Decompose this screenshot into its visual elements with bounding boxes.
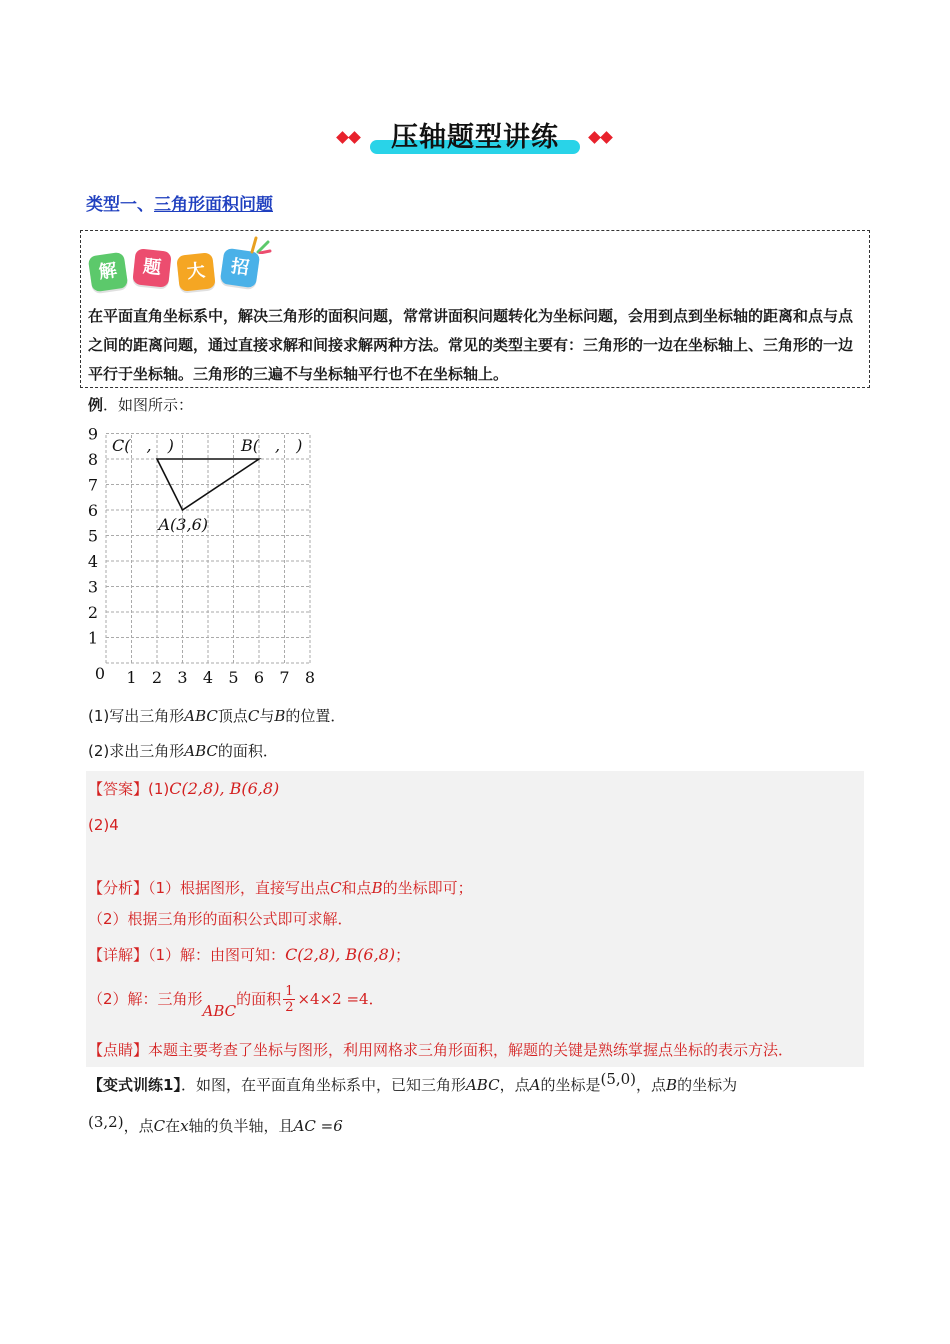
sparkle-icon — [248, 234, 272, 254]
y-tick-label: 7 — [87, 475, 98, 495]
page-title: 压轴题型讲练 — [391, 122, 559, 153]
badge-da: 大 — [176, 252, 216, 292]
section-prefix: 类型一、 — [86, 195, 154, 215]
coordinate-figure — [86, 422, 326, 690]
section-title-link[interactable]: 三角形面积问题 — [154, 195, 273, 215]
x-tick-label: 7 — [279, 668, 290, 687]
x-tick-label: 8 — [304, 668, 316, 687]
comment-line: 【点睛】本题主要考查了坐标与图形，利用网格求三角形面积，解题的关键是熟练掌握点坐标的表示方法． — [88, 1041, 794, 1059]
variant-line-2: (3,2)，点C在x轴的负半轴，且AC =6 — [88, 1113, 343, 1135]
y-tick-label: 5 — [87, 526, 98, 546]
answer-line-2: (2)4 — [88, 816, 119, 834]
badge-zhao: 招 — [220, 248, 261, 289]
analysis-line-1: 【分析】（1）根据图形，直接写出点C和点B的坐标即可； — [88, 879, 473, 897]
label-point-c: C( , ) — [112, 436, 174, 455]
badge-jie: 解 — [88, 252, 129, 293]
answer-line-1: 【答案】(1)C(2,8), B(6,8) — [88, 779, 280, 798]
fraction-half: $\frac{1}{2}$ — [285, 984, 294, 1015]
y-tick-label: 9 — [87, 424, 98, 444]
variant-line-1: 【变式训练1】．如图，在平面直角坐标系中，已知三角形ABC，点A的坐标是(5,0)，点B的坐标为 — [88, 1070, 738, 1094]
label-point-b: B( , ) — [241, 436, 303, 455]
tip-badges — [88, 240, 273, 296]
grid-lines — [106, 434, 310, 664]
analysis-line-2: （2）根据三角形的面积公式即可求解． — [88, 910, 353, 928]
detail-line-2: （2）解：三角形ABC的面积 $\frac{1}{2}$ ×4×2 =4． — [88, 984, 384, 1020]
question-2: (2)求出三角形ABC的面积． — [88, 742, 278, 760]
x-tick-label: 6 — [253, 668, 265, 687]
section-heading — [86, 190, 273, 215]
label-point-a: A(3,6) — [158, 515, 208, 534]
y-tick-label: 8 — [87, 450, 98, 469]
detail-line-1: 【详解】（1）解：由图可知：C(2,8), B(6,8)； — [88, 945, 411, 964]
page-header — [330, 118, 620, 162]
x-tick-label: 1 — [126, 668, 137, 687]
x-tick-label: 3 — [177, 668, 188, 687]
tick-labels — [88, 425, 315, 688]
x-tick-label: 4 — [202, 668, 214, 687]
y-tick-label: 6 — [87, 501, 98, 520]
x-tick-label: 0 — [94, 664, 106, 683]
badge-ti: 题 — [132, 248, 172, 288]
y-tick-label: 1 — [87, 628, 98, 648]
y-tick-label: 3 — [87, 577, 98, 597]
x-tick-label: 5 — [228, 668, 239, 687]
y-tick-label: 2 — [87, 603, 98, 622]
x-tick-label: 2 — [151, 668, 163, 687]
question-1: (1)写出三角形ABC顶点C与B的位置． — [88, 707, 346, 725]
y-tick-label: 4 — [87, 552, 98, 571]
tip-text: 在平面直角坐标系中，解决三角形的面积问题，常常讲面积问题转化为坐标问题，会用到点到坐标轴的距离和点与点之间的距离问题，通过直接求解和间接求解两种方法。常见的类型主要有：三角形的一边在坐标轴上、三角形的一边平行于坐标轴。三角形的三遍不与坐标轴平行也不在坐标轴上。 — [88, 307, 854, 383]
example-label: 例．如图所示： — [88, 396, 194, 414]
